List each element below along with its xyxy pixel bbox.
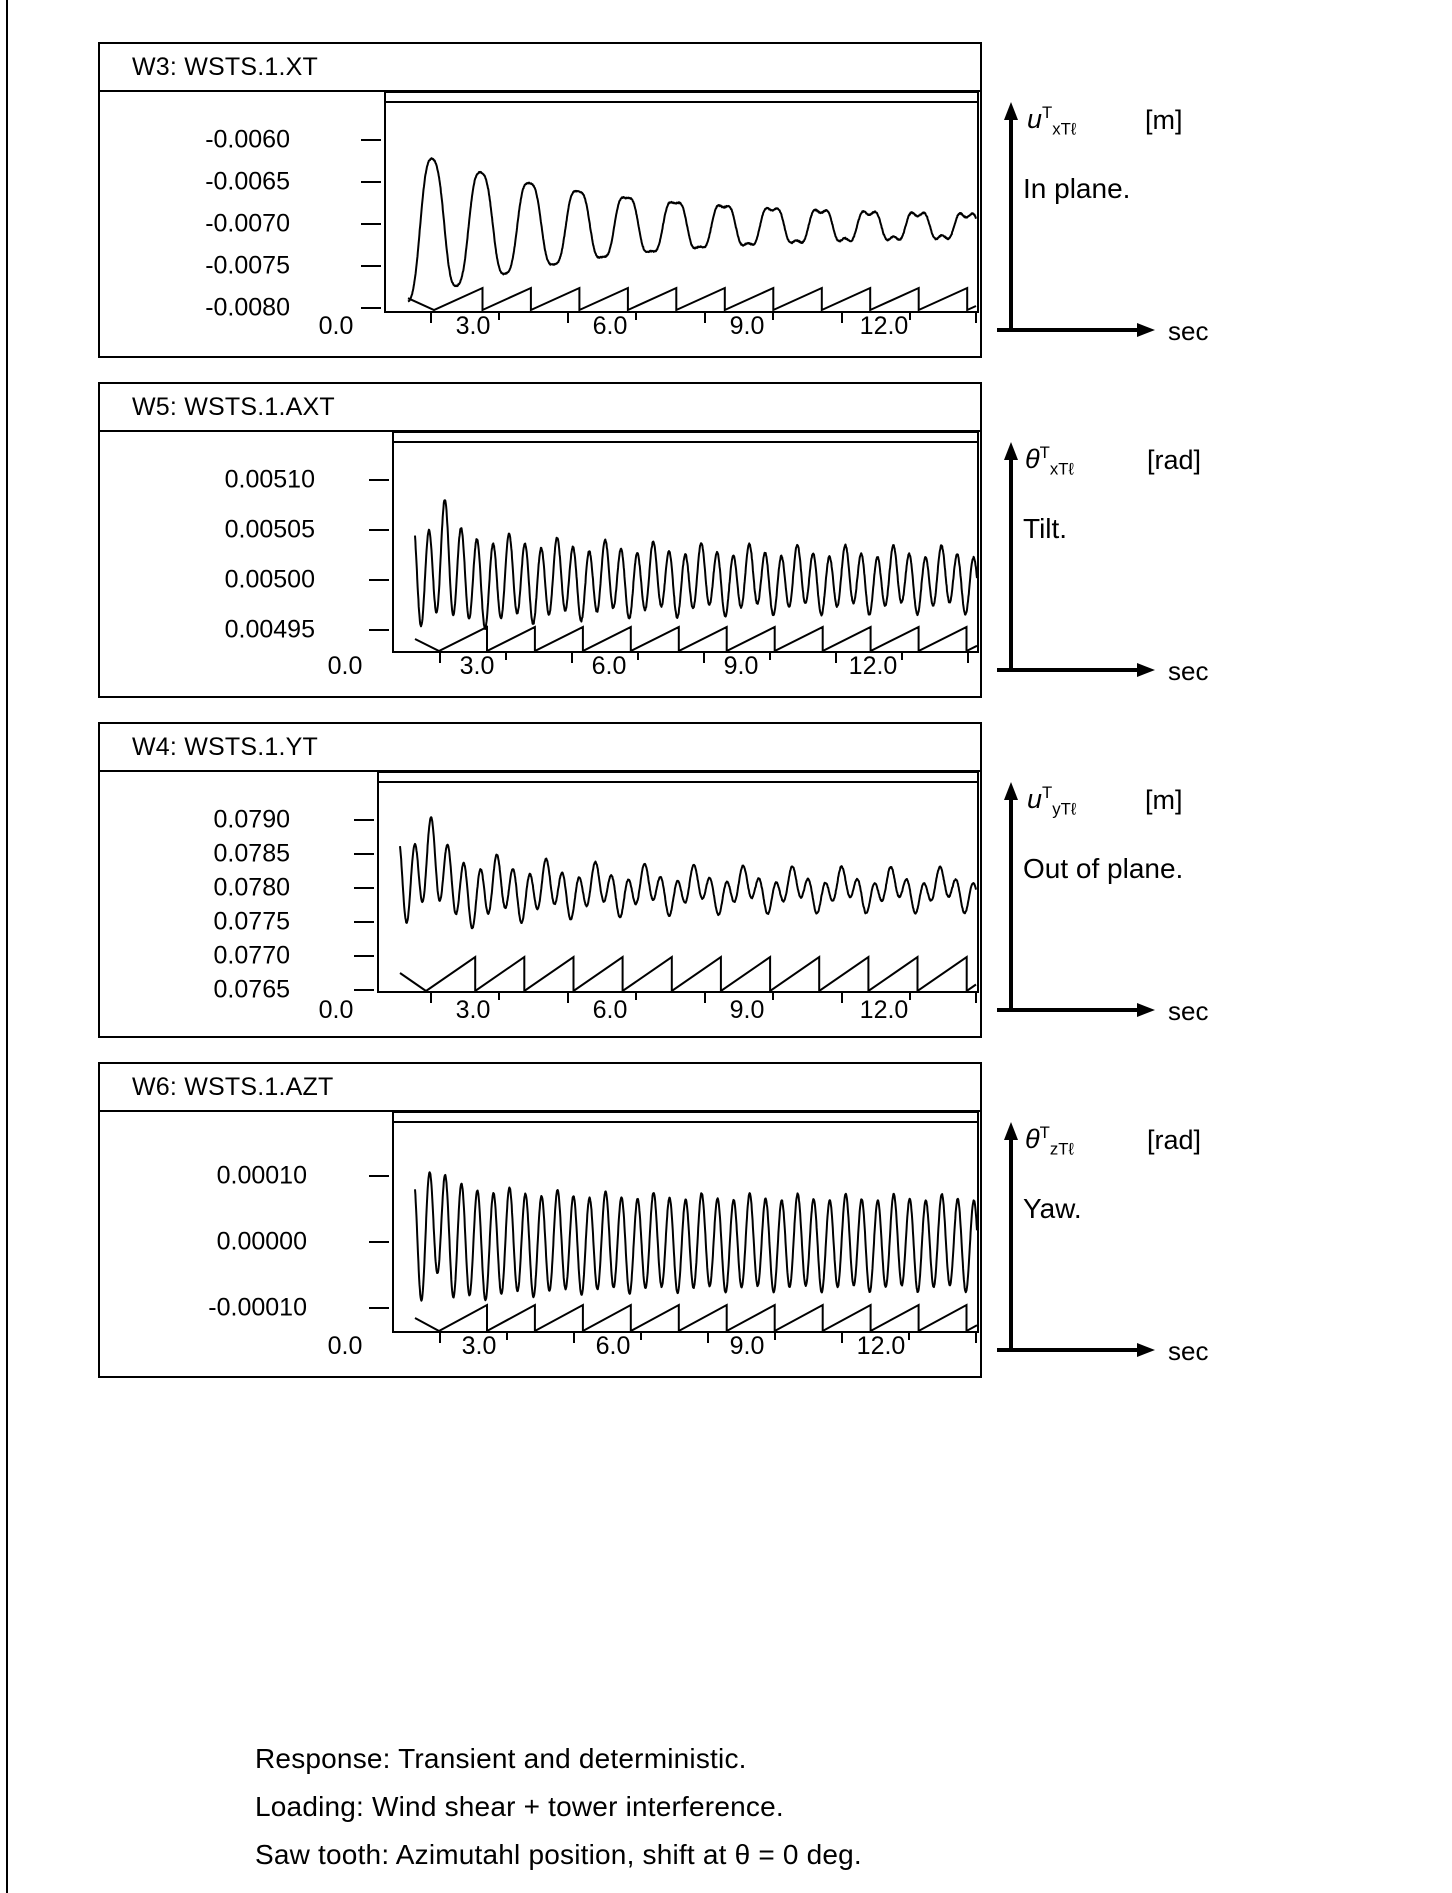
chart-panel-w3 [98,42,982,358]
x-tick-label: 6.0 [592,996,628,1024]
symbol-sup: T [1042,783,1053,802]
y-axis-unit-w6: [rad] [1147,1125,1202,1155]
y-axis-unit-w3: [m] [1145,105,1183,135]
chart-panel-w6 [98,1062,982,1378]
axis-arrows-w6 [995,1120,1155,1370]
x-tick-label: 9.0 [729,996,765,1024]
page-border-rule [6,0,8,1893]
y-tick-label: 0.0790 [213,805,290,834]
x-tick-label: 0.0 [327,652,363,680]
panel-description-w4: Out of plane. [1023,853,1184,884]
symbol-base: u [1027,104,1043,134]
y-axis-symbol-w4 [1027,783,1076,819]
y-axis-unit-w4: [m] [1145,785,1183,815]
x-tick-label: 12.0 [859,996,909,1024]
x-tick-label: 3.0 [461,1332,497,1360]
y-tick-label: 0.0775 [213,907,290,936]
panel-title-w5: W5: WSTS.1.AXT [100,384,980,432]
x-tick-label: 12.0 [859,312,909,340]
y-axis-symbol-w3 [1027,103,1076,139]
x-axis-unit-w4: sec [1168,996,1209,1026]
panel-title-w3: W3: WSTS.1.XT [100,44,980,92]
panel-body-w3 [100,90,980,354]
y-axis-labels-w6 [100,1110,307,1374]
x-tick-label: 0.0 [318,996,354,1024]
figure-caption [255,1735,862,1879]
symbol-sup: T [1039,443,1050,462]
x-tick-label: 3.0 [455,996,491,1024]
panel-title-w6: W6: WSTS.1.AZT [100,1064,980,1112]
symbol-sub: xTℓ [1049,459,1074,479]
y-tick-label: 0.00505 [224,515,315,544]
x-tick-label: 6.0 [591,652,627,680]
annotation-block-w3 [995,95,1415,355]
plot-area-w4 [290,770,980,1034]
symbol-base: θ [1025,444,1040,474]
x-tick-label: 0.0 [327,1332,363,1360]
caption-line: Response: Transient and deterministic. [255,1743,747,1774]
y-tick-label: -0.0070 [205,209,290,238]
plot-svg-w4 [290,770,980,1034]
y-tick-label: 0.0780 [213,873,290,902]
symbol-sup: T [1042,103,1053,122]
y-tick-label: 0.0770 [213,941,290,970]
panel-description-w5: Tilt. [1023,513,1068,544]
x-axis-unit-w3: sec [1168,316,1209,346]
panel-description-w3: In plane. [1023,173,1131,204]
x-axis-labels-w5 [315,652,980,692]
y-tick-label: -0.0080 [205,293,290,322]
panel-body-w4 [100,770,980,1034]
y-tick-label: 0.00010 [216,1161,307,1190]
y-tick-label: -0.0065 [205,167,290,196]
y-tick-label: 0.0765 [213,975,290,1004]
y-tick-label: 0.0785 [213,839,290,868]
y-tick-label: -0.0060 [205,125,290,154]
panel-body-w6 [100,1110,980,1374]
chart-panel-w4 [98,722,982,1038]
y-tick-label: 0.00510 [224,465,315,494]
panel-description-w6: Yaw. [1023,1193,1082,1224]
y-axis-unit-w5: [rad] [1147,445,1202,475]
x-tick-label: 6.0 [592,312,628,340]
panel-title-w4: W4: WSTS.1.YT [100,724,980,772]
y-axis-labels-w5 [100,430,315,694]
symbol-base: u [1027,784,1043,814]
x-tick-label: 9.0 [723,652,759,680]
y-axis-labels-w4 [100,770,290,1034]
x-tick-label: 12.0 [856,1332,906,1360]
y-tick-label: 0.00495 [224,615,315,644]
x-tick-label: 3.0 [459,652,495,680]
chart-panel-w5 [98,382,982,698]
x-tick-label: 9.0 [729,1332,765,1360]
annotation-block-w4 [995,775,1425,1035]
y-axis-symbol-w5 [1025,443,1074,479]
y-axis-symbol-w6 [1025,1123,1074,1159]
panel-body-w5 [100,430,980,694]
x-axis-labels-w3 [290,312,980,352]
y-tick-label: 0.00000 [216,1227,307,1256]
x-axis-labels-w6 [307,1332,980,1372]
axis-arrows-w5 [995,440,1155,690]
x-tick-label: 3.0 [455,312,491,340]
x-axis-unit-w6: sec [1168,1336,1209,1366]
x-tick-label: 9.0 [729,312,765,340]
x-tick-label: 6.0 [595,1332,631,1360]
y-tick-label: -0.0075 [205,251,290,280]
x-axis-unit-w5: sec [1168,656,1209,686]
y-tick-label: 0.00500 [224,565,315,594]
symbol-sub: xTℓ [1052,119,1077,139]
annotation-block-w5 [995,435,1415,695]
symbol-sup: T [1039,1123,1050,1142]
caption-line: Saw tooth: Azimutahl position, shift at θ = 0 deg. [255,1839,862,1870]
y-axis-labels-w3 [100,90,290,354]
x-tick-label: 0.0 [318,312,354,340]
x-tick-label: 12.0 [848,652,898,680]
symbol-sub: yTℓ [1052,799,1077,819]
caption-line: Loading: Wind shear + tower interference. [255,1791,784,1822]
y-tick-label: -0.00010 [208,1293,307,1322]
x-axis-labels-w4 [290,996,980,1036]
annotation-block-w6 [995,1115,1415,1375]
symbol-base: θ [1025,1124,1040,1154]
symbol-sub: zTℓ [1049,1139,1074,1159]
